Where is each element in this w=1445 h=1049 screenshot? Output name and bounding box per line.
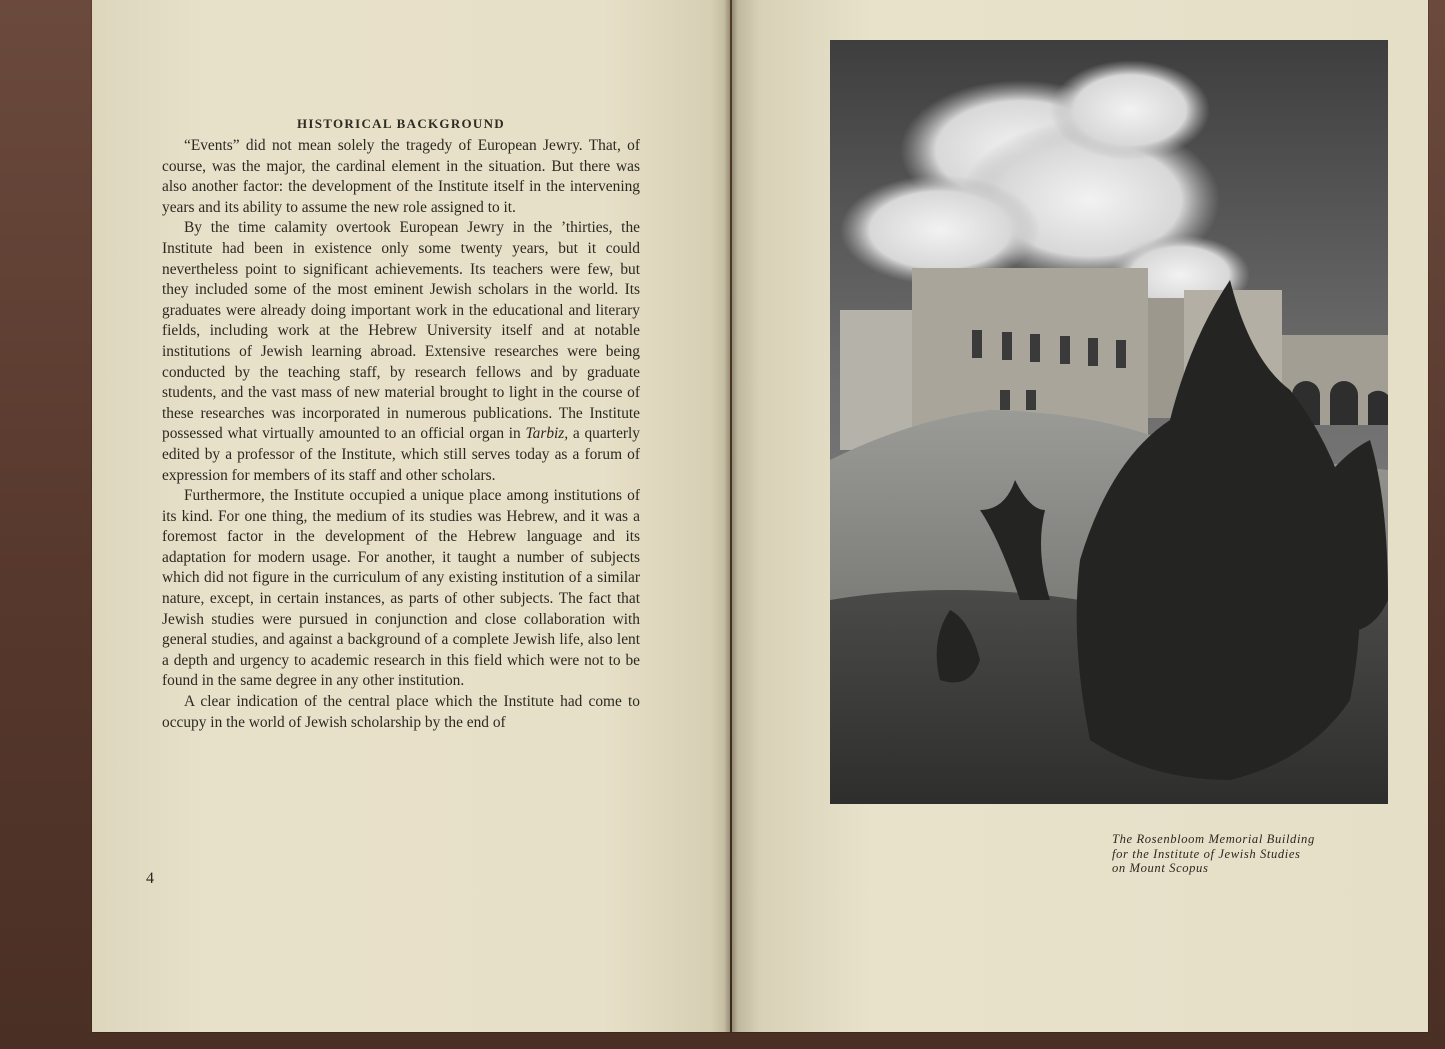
paragraph-1: “Events” did not mean solely the tragedy of European Jewry. That, of course, was the major, the cardinal element in the situation. But there was also another factor: the development of the Institute itself in the intervening years and its ability to assume the new role assigned to it. [162, 137, 640, 216]
paragraph-3: Furthermore, the Institute occupied a unique place among institutions of its kind. For one thing, the medium of its studies was Hebrew, and it was a foremost factor in the development of the Hebrew language and its adaptation for modern usage. For another, it taught a number of subjects which did not figure in the curriculum of any existing institution of a similar nature, except, in certain instances, as parts of other subjects. The fact that Jewish studies were pursued in conjunction and close collaboration with general studies, and against a background of a complete Jewish life, also lent a depth and urgency to academic research in this field which were not to be found in the same degree in any other institution. [162, 487, 640, 690]
caption-line-1: The Rosenbloom Memorial Building [1112, 832, 1315, 846]
paragraph-2-text: By the time calamity overtook European Jewry in the ’thirties, the Institute had been in existence only some twenty years, but it could nevertheless point to significant achievements. Its teachers were few, but they included some of the most eminent Jewish scholars in the world. Its graduates were already doing important work in the educational and literary fields, including work at the Hebrew University itself and at notable institutions of Jewish learning abroad. Extensive researches were being conducted by the teaching staff, by research fellows and by graduate students, and the vast mass of new material brought to light in the course of these researches was incorporated in numerous publications. The Institute possessed what virtually amounted to an official organ in [162, 219, 640, 443]
page-number: 4 [146, 870, 154, 887]
paragraph-2-tail: a quarterly edited by a professor of the Institute, which still serves today as a forum of expression for members of its staff and other scholars. [162, 425, 640, 484]
paragraph-2 [162, 218, 640, 486]
caption-line-2: for the Institute of Jewish Studies [1112, 846, 1301, 861]
caption-line-3: on Mount Scopus [1112, 861, 1209, 875]
journal-name: Tarbiz, [525, 425, 569, 443]
running-head: HISTORICAL BACKGROUND [296, 116, 505, 131]
building-photograph [830, 40, 1388, 804]
paragraph-4: A clear indication of the central place which the Institute had come to occupy in the world of Jewish scholarship by the end of [162, 693, 640, 731]
photo-illustration [830, 40, 1388, 804]
body-text [162, 136, 640, 733]
book-gutter [724, 0, 738, 1032]
photo-caption [1112, 832, 1382, 876]
